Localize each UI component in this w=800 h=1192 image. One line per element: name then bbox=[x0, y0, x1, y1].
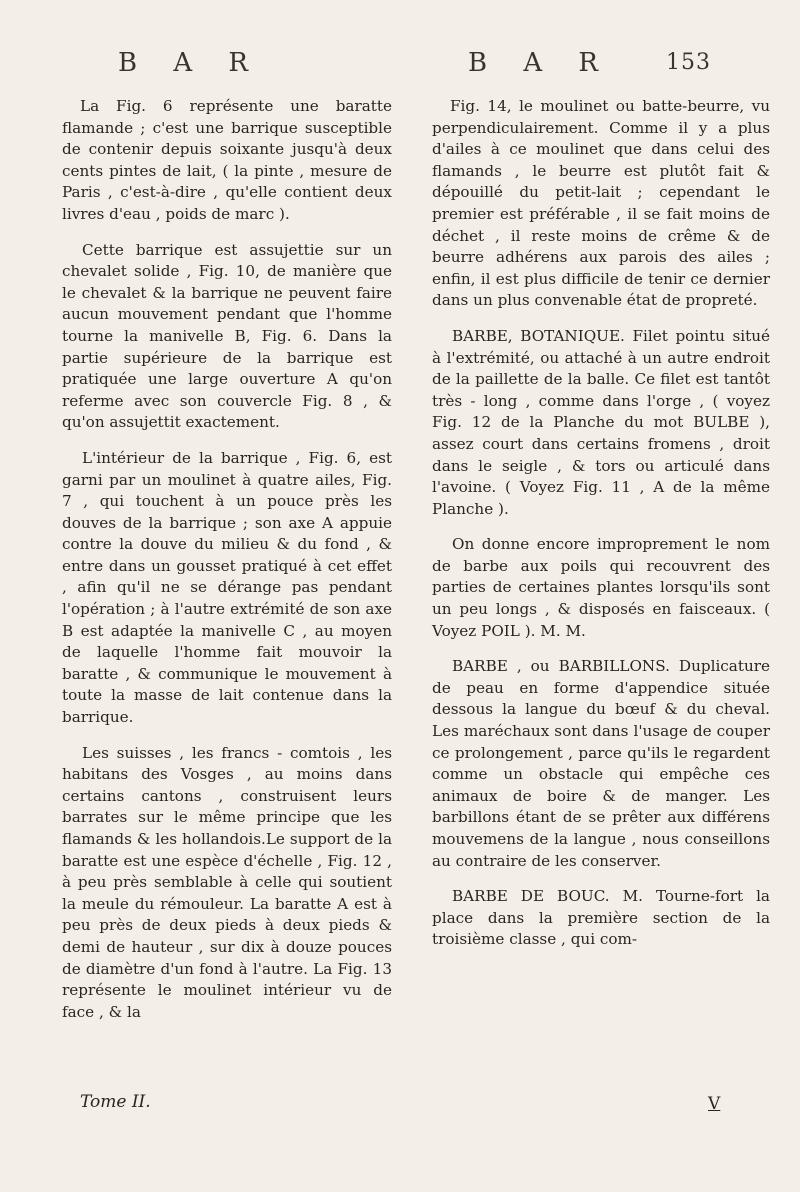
paragraph: Les suisses , les francs - comtois , les habitans des Vosges , au moins dans certains cantons , construisent leurs barrates sur le même principe que les flamands & les hollandois.Le support de la baratte est une espèce d'échelle , Fig. 12 , à peu près semblable à celle qui soutient la meule du rémouleur. La baratte A est à peu près de deux pieds à deux pieds & demi de hauteur , sur dix à douze pouces de diamètre d'un fond à l'autre. La Fig. 13 représente le moulinet intérieur vu de face , & la bbox=[62, 743, 392, 1021]
entry-barbe-botanique: BARBE, BOTANIQUE. Filet pointu situé à l'extrémité, ou attaché à un autre endroit de la paillette de la balle. Ce filet est tantôt très - long , comme dans l'orge , ( voyez Fig. 12 de la Planche du mot BULBE ), assez court dans certains fromens , droit dans le seigle , & tors ou articulé dans l'avoine. ( Voyez Fig. 11 , A de la même Planche ). bbox=[432, 326, 770, 518]
entry-barbe-de-bouc: BARBE DE BOUC. M. Tourne-fort la place dans la première section de la troisième classe , qui com- bbox=[432, 887, 770, 949]
entry-barbe-barbillons: BARBE , ou BARBILLONS. Duplicature de peau en forme d'appendice située dessous la langue du bœuf & du cheval. Les maréchaux sont dans l'usage de couper ce prolongement , parce qu'ils le regardent comme un obstacle qui empêche ces animaux de boire & de manger. Les barbillons étant de se prêter aux différens mouvemens de la langue , nous conseillons au contraire de les conserver. bbox=[432, 657, 770, 870]
left-column bbox=[62, 96, 392, 1037]
paragraph: La Fig. 6 représente une baratte flamande ; c'est une barrique susceptible de contenir depuis soixante jusqu'à deux cents pintes de lait, ( la pinte , mesure de Paris , c'est-à-dire , qu'elle contient deux livres d'eau , poids de marc ). bbox=[62, 97, 392, 223]
paragraph: On donne encore improprement le nom de barbe aux poils qui recouvrent des parties de certaines plantes lorsqu'ils sont un peu longs , & disposés en faisceaux. ( Voyez POIL ). M. M. bbox=[432, 535, 770, 640]
right-column bbox=[432, 96, 770, 965]
page-number: 153 bbox=[666, 50, 711, 75]
running-head-right: B A R bbox=[468, 48, 612, 78]
paragraph: Fig. 14, le moulinet ou batte-beurre, vu perpendiculairement. Comme il y a plus d'ailes à ce moulinet que dans celui des flamands , le beurre est plutôt fait & dépouillé du petit-lait ; cependant le premier est préférable , il se fait moins de déchet , il reste moins de crême & de beurre adhérens aux parois des ailes ; enfin, il est plus difficile de tenir ce dernier dans un plus convenable état de propreté. bbox=[432, 97, 770, 310]
paragraph: Cette barrique est assujettie sur un chevalet solide , Fig. 10, de manière que le chevalet & la barrique ne peuvent faire aucun mouvement pendant que l'homme tourne la manivelle B, Fig. 6. Dans la partie supérieure de la barrique est pratiquée une large ouverture A qu'on referme avec son couvercle Fig. 8 , & qu'on assujettit exactement. bbox=[62, 240, 392, 432]
paragraph: L'intérieur de la barrique , Fig. 6, est garni par un moulinet à quatre ailes, Fig. 7 , qui touchent à un pouce près les douves de la barrique ; son axe A appuie contre la douve du milieu & du fond , & entre dans un gousset pratiqué à cet effet , afin qu'il ne se dérange pas pendant l'opération ; à l'autre extrémité de son axe B est adaptée la manivelle C , au moyen de laquelle l'homme fait mouvoir la baratte , & communique le mouvement à toute la masse de lait contenue dans la barrique. bbox=[62, 448, 392, 727]
running-head-left: B A R bbox=[118, 48, 262, 78]
volume-label: Tome II. bbox=[80, 1092, 151, 1112]
signature-mark: V bbox=[708, 1094, 721, 1114]
